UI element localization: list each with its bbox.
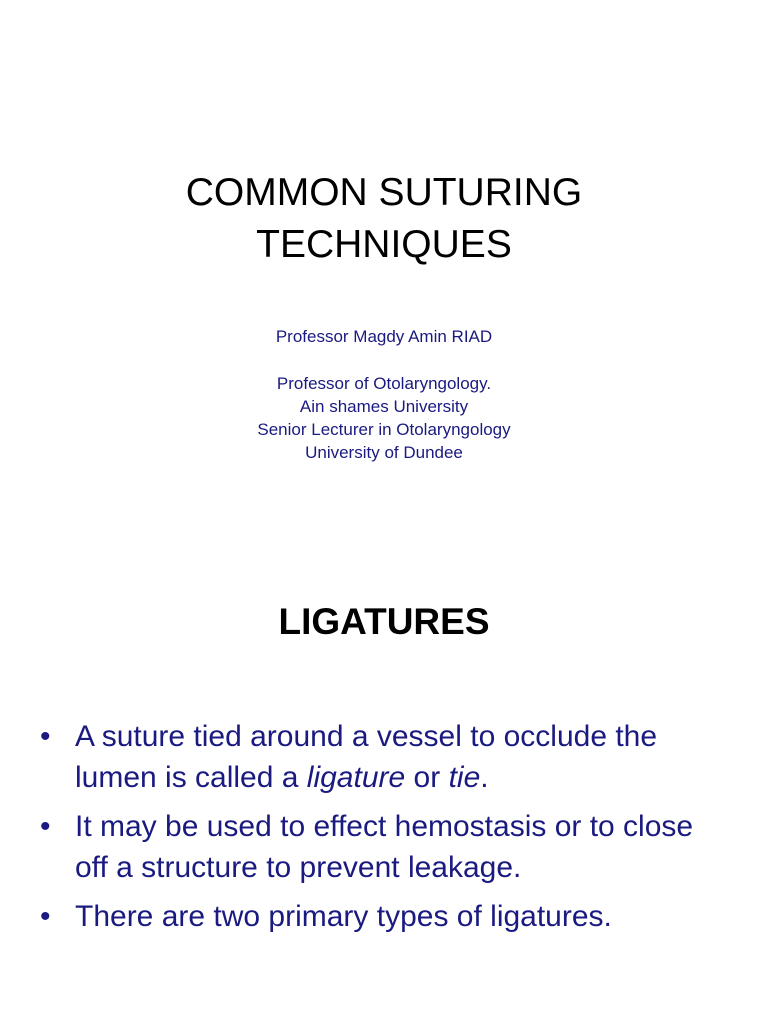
affiliations — [0, 372, 768, 464]
bullet-text: It may be used to effect hemostasis or to close off a structure to prevent leakage. — [75, 810, 694, 884]
bullet-text: A suture tied around a vessel to occlude the lumen is called a — [75, 720, 658, 794]
bullet-item — [0, 716, 768, 798]
bullet-item — [0, 896, 768, 937]
presentation-title — [0, 167, 768, 271]
bullet-text: There are two primary types of ligatures. — [75, 900, 612, 933]
bullet-icon: • — [40, 810, 51, 843]
bullet-icon: • — [40, 900, 51, 933]
author-name: Professor Magdy Amin RIAD — [275, 327, 493, 346]
term-ligature: ligature — [306, 761, 406, 794]
bullet-item — [0, 806, 768, 888]
affiliation-line: University of Dundee — [305, 443, 463, 462]
affiliation-line: Ain shames University — [299, 397, 469, 416]
bullet-text: . — [480, 761, 489, 794]
slide-title: LIGATURES — [278, 601, 490, 642]
bullet-icon: • — [40, 720, 51, 753]
bullet-list — [0, 716, 768, 945]
bullet-text: or — [405, 761, 449, 794]
term-tie: tie — [448, 761, 481, 794]
ligatures-slide — [0, 512, 768, 1024]
title-line-2: TECHNIQUES — [256, 223, 512, 266]
title-line-1: COMMON SUTURING — [185, 171, 583, 214]
affiliation-line: Senior Lecturer in Otolaryngology — [257, 420, 511, 439]
affiliation-line: Professor of Otolaryngology. — [276, 374, 492, 393]
